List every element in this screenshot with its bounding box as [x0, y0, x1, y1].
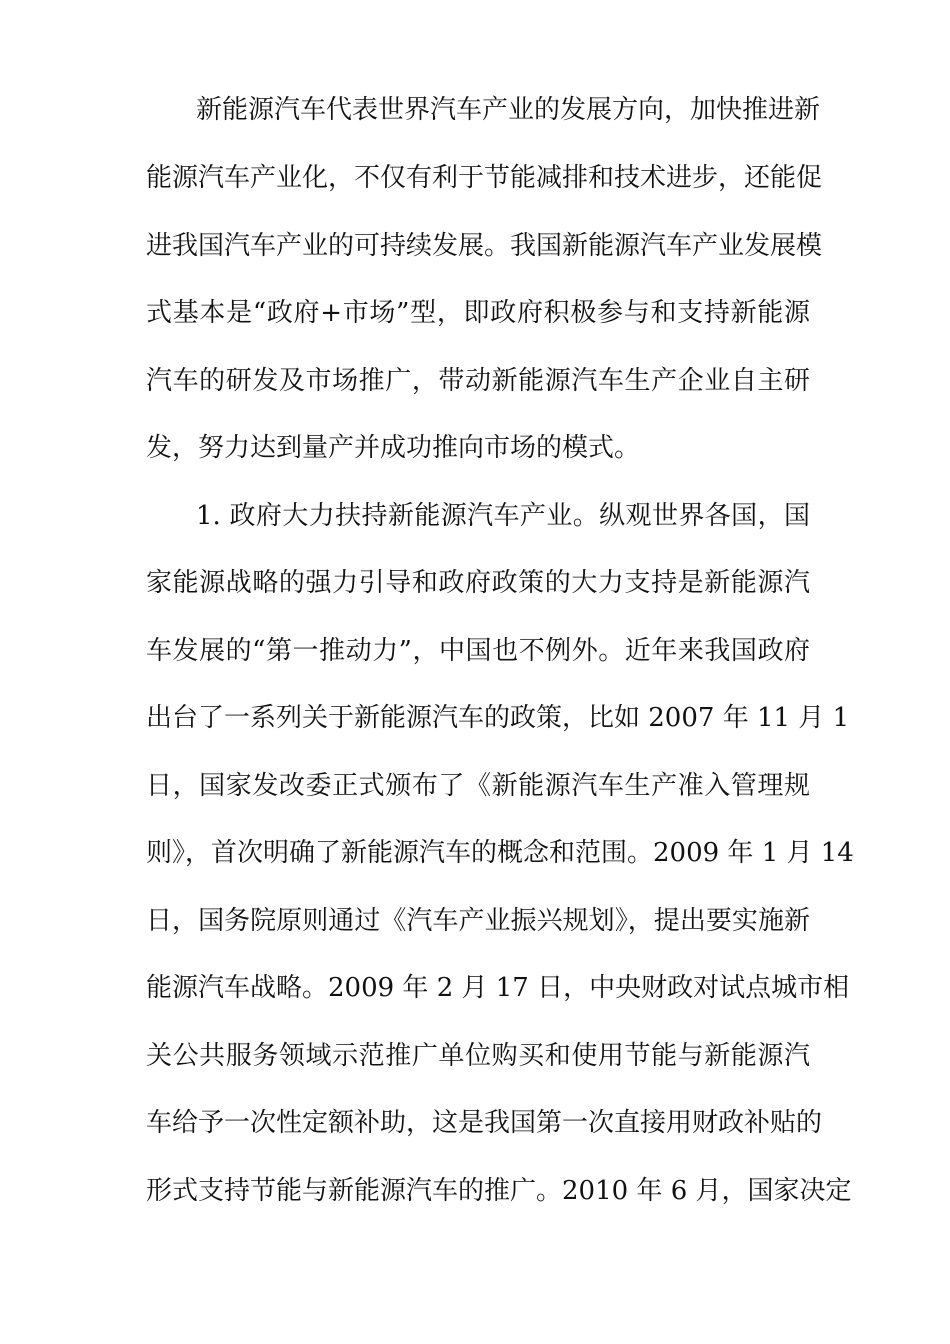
paragraph-2-line-1: 1. 政府大力扶持新能源汽车产业。纵观世界各国，国	[196, 501, 810, 531]
paragraph-2-line-6: 则》，首次明确了新能源汽车的概念和范围。2009 年 1 月 14	[146, 838, 854, 868]
paragraph-1-line-1: 新能源汽车代表世界汽车产业的发展方向，加快推进新	[196, 95, 821, 125]
paragraph-2-line-9: 关公共服务领域示范推广单位购买和使用节能与新能源汽	[146, 1041, 810, 1071]
paragraph-2-line-4: 出台了一系列关于新能源汽车的政策，比如 2007 年 11 月 1	[146, 703, 850, 733]
paragraph-1-line-6: 发，努力达到量产并成功推向市场的模式。	[146, 433, 641, 463]
paragraph-2-line-10: 车给予一次性定额补助，这是我国第一次直接用财政补贴的	[146, 1108, 823, 1138]
paragraph-1-line-5: 汽车的研发及市场推广，带动新能源汽车生产企业自主研	[146, 366, 810, 396]
paragraph-2-line-8: 能源汽车战略。2009 年 2 月 17 日，中央财政对试点城市相	[146, 973, 850, 1003]
paragraph-1-line-2: 能源汽车产业化，不仅有利于节能减排和技术进步，还能促	[146, 163, 823, 193]
paragraph-2-line-11: 形式支持节能与新能源汽车的推广。2010 年 6 月，国家决定	[146, 1176, 852, 1206]
paragraph-1-line-4: 式基本是“政府+市场”型，即政府积极参与和支持新能源	[146, 298, 810, 328]
paragraph-2-line-7: 日，国务院原则通过《汽车产业振兴规划》，提出要实施新	[146, 906, 810, 936]
paragraph-2-line-3: 车发展的“第一推动力”，中国也不例外。近年来我国政府	[146, 636, 810, 666]
paragraph-2-line-5: 日，国家发改委正式颁布了《新能源汽车生产准入管理规	[146, 771, 810, 801]
paragraph-2-line-2: 家能源战略的强力引导和政府政策的大力支持是新能源汽	[146, 568, 810, 598]
paragraph-1-line-3: 进我国汽车产业的可持续发展。我国新能源汽车产业发展模	[146, 231, 823, 261]
